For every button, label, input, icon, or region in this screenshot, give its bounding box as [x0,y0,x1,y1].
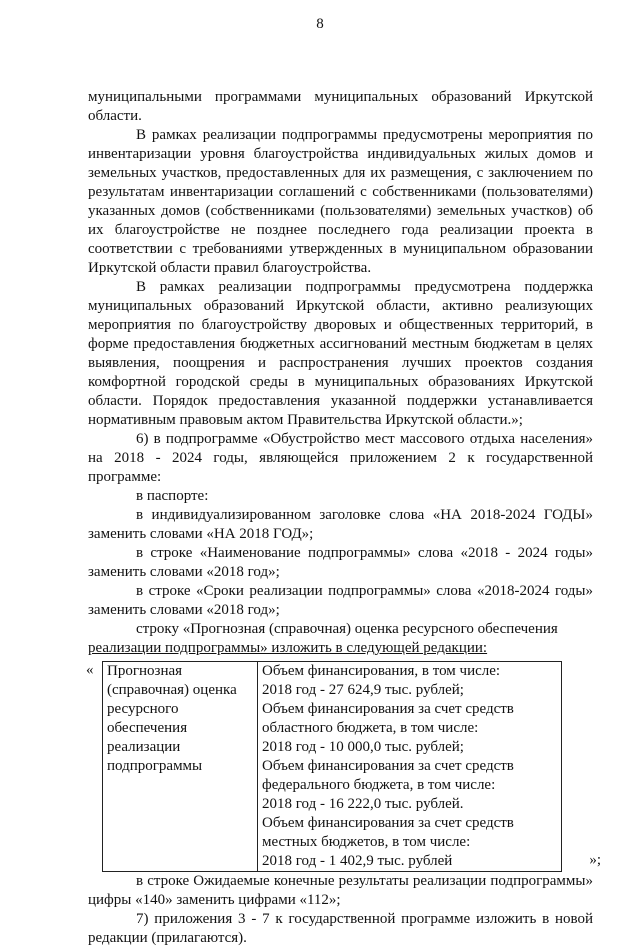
paragraph: В рамках реализации подпрограммы предусмотрены мероприятия по инвентаризации уровня благоустройства индивидуальных жилых домов и земельных участков, предоставленных для их размещения, с заключением по результатам инвентаризации соглашений с собственниками (пользователями) указанных домов (собственниками (пользователями) земельных участков) об их благоустройстве не позднее последнего года реализации проекта в соответствии с требованиями утвержденных в муниципальном образовании Иркутской области правил благоустройства. [88,127,593,276]
underlined-text: реализации подпрограммы» изложить в следующей редакции: [88,640,488,656]
paragraph: В рамках реализации подпрограммы предусмотрена поддержка муниципальных образований Иркутской области, активно реализующих мероприятия по благоустройству дворовых и общественных территорий, в форме предоставления бюджетных ассигнований местным бюджетам в целях выявления, поощрения и распространения лучших проектов создания комфортной городской среды в муниципальных образованиях Иркутской области. Порядок предоставления указанной поддержки устанавливается нормативным правовым актом Правительства Иркутской области.»; [88,279,593,428]
cell-line: Объем финансирования за счет средств [262,815,514,831]
table-row [103,662,562,872]
paragraph-underlined [88,639,593,658]
cell-line: 2018 год - 10 000,0 тыс. рублей; [262,739,464,755]
cell-line: 2018 год - 1 402,9 тыс. рублей [262,853,453,869]
close-quote: »; [589,852,601,868]
page-number: 8 [316,16,324,32]
cell-line: подпрограммы [107,758,203,774]
cell-line: местных бюджетов, в том числе: [262,834,471,850]
table-label-cell [103,662,258,872]
paragraph: в индивидуализированном заголовке слова «НА 2018-2024 ГОДЫ» заменить словами «НА 2018 ГОД»; [88,507,593,542]
paragraph: в строке Ожидаемые конечные результаты реализации подпрограммы» цифры «140» заменить цифрами «112»; [88,873,593,908]
cell-line: ресурсного [107,701,179,717]
cell-line: Прогнозная [107,663,183,679]
paragraph: в строке «Наименование подпрограммы» слова «2018 - 2024 годы» заменить словами «2018 год»; [88,545,593,580]
table-value-cell [258,662,562,872]
cell-line: обеспечения [107,720,188,736]
cell-line: 2018 год - 16 222,0 тыс. рублей. [262,796,464,812]
paragraph: 6) в подпрограмме «Обустройство мест массового отдыха населения» на 2018 - 2024 годы, являющейся приложением 2 к государственной программе: [88,431,593,485]
cell-line: Объем финансирования, в том числе: [262,663,501,679]
passport-table [102,661,562,872]
cell-line: Объем финансирования за счет средств [262,758,514,774]
cell-line: Объем финансирования за счет средств [262,701,514,717]
paragraph: в строке «Сроки реализации подпрограммы» слова «2018-2024 годы» заменить словами «2018 год»; [88,583,593,618]
paragraph: муниципальными программами муниципальных образований Иркутской области. [88,89,593,124]
cell-line: федерального бюджета, в том числе: [262,777,496,793]
cell-line: (справочная) оценка [107,682,237,698]
passport-table-block [86,661,601,872]
document-body [86,88,601,948]
cell-line: областного бюджета, в том числе: [262,720,479,736]
cell-line: реализации [107,739,181,755]
paragraph: строку «Прогнозная (справочная) оценка ресурсного обеспечения [136,621,558,637]
paragraph: в паспорте: [136,488,209,504]
open-quote: « [86,662,94,678]
cell-line: 2018 год - 27 624,9 тыс. рублей; [262,682,464,698]
paragraph: 7) приложения 3 - 7 к государственной программе изложить в новой редакции (прилагаются). [88,911,593,946]
